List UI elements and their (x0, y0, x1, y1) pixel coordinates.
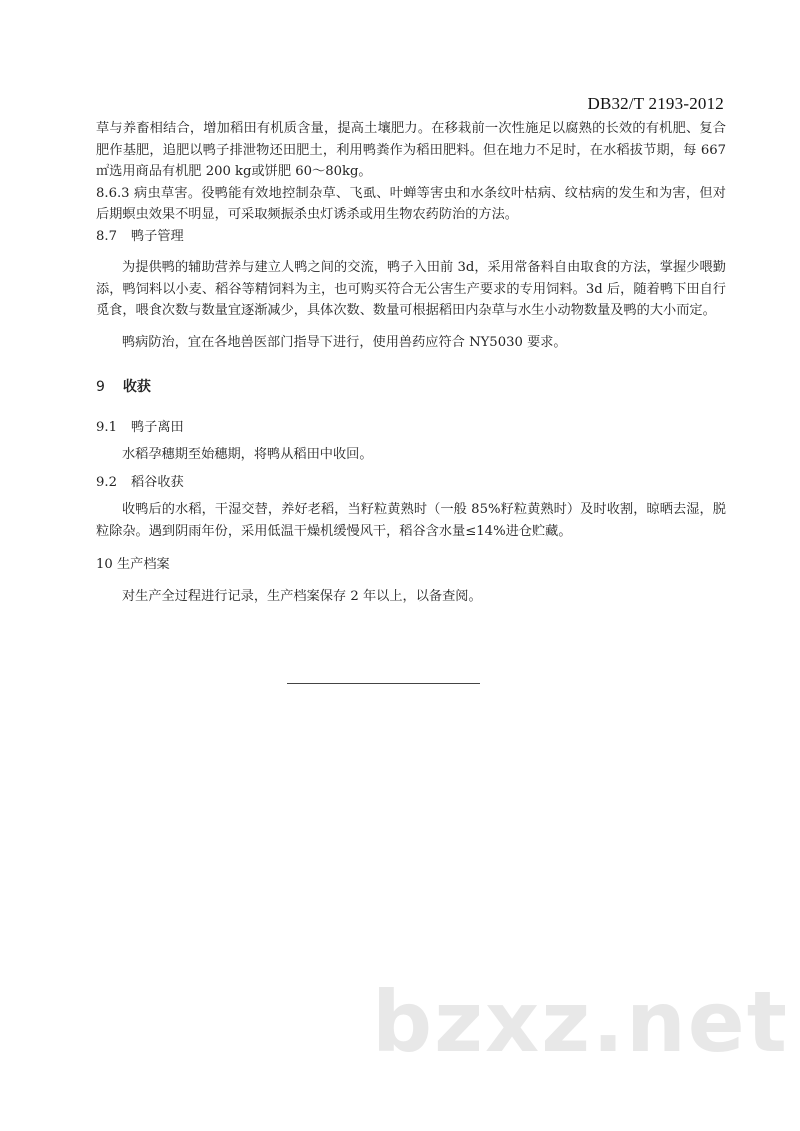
subsection-number: 9.1 (96, 419, 117, 435)
paragraph-8-6-3: 8.6.3 病虫草害。役鸭能有效地控制杂草、飞虱、叶蝉等害虫和水条纹叶枯病、纹枯病的发生和为害，但对后期螟虫效果不明显，可采取频振杀虫灯诱杀或用生物农药防治的方法。 (96, 185, 726, 222)
subsection-heading-8-7 (96, 226, 726, 248)
subsection-title: 鸭子管理 (130, 228, 184, 244)
subsection-number: 9.2 (96, 474, 117, 490)
subsection-title: 鸭子离田 (130, 419, 184, 435)
paragraph-continued: 草与养畜相结合，增加稻田有机质含量，提高土壤肥力。在移栽前一次性施足以腐熟的长效的有机肥、复合肥作基肥，追肥以鸭子排泄物还田肥土，利用鸭粪作为稻田肥料。但在地力不足时，在水稻拔节期，每 667 ㎡选用商品有机肥 200 kg或饼肥 60～80kg。 (96, 121, 726, 179)
subsection-number: 8.7 (96, 228, 117, 244)
section-heading-9 (96, 377, 726, 399)
paragraph-8-7-disease: 鸭病防治，宜在各地兽医部门指导下进行，使用兽药应符合 NY5030 要求。 (122, 334, 567, 350)
end-of-document-rule (287, 683, 480, 684)
section-number: 9 (96, 379, 105, 395)
subsection-heading-9-2 (96, 472, 726, 494)
section-heading-10: 10 生产档案 (96, 557, 170, 572)
paragraph-10: 对生产全过程进行记录，生产档案保存 2 年以上，以备查阅。 (122, 588, 482, 604)
subsection-title: 稻谷收获 (130, 474, 184, 490)
document-code: DB32/T 2193-2012 (587, 94, 724, 113)
paragraph-9-2: 收鸭后的水稻，干湿交替，养好老稻，当籽粒黄熟时（一般 85%籽粒黄熟时）及时收割，晾晒去湿，脱粒除杂。遇到阴雨年份，采用低温干燥机缓慢风干，稻谷含水量≤14%进仓贮藏。 (96, 502, 726, 539)
paragraph-9-1: 水稻孕穗期至始穗期，将鸭从稻田中收回。 (122, 447, 373, 462)
subsection-heading-9-1 (96, 417, 726, 439)
paragraph-8-7-feeding: 为提供鸭的辅助营养与建立人鸭之间的交流，鸭子入田前 3d，采用常备料自由取食的方法，掌握少喂勤添，鸭饲料以小麦、稻谷等精饲料为主，也可购买符合无公害生产要求的专用饲料。3d 后，随着鸭下田自行觅食，喂食次数与数量宜逐渐减少，具体次数、数量可根据稻田内杂草与水生小动物数量及鸭的大小而定。 (96, 260, 726, 318)
site-watermark: bzxz.net (372, 973, 789, 1071)
document-body (96, 118, 726, 607)
section-title: 收获 (122, 379, 151, 395)
